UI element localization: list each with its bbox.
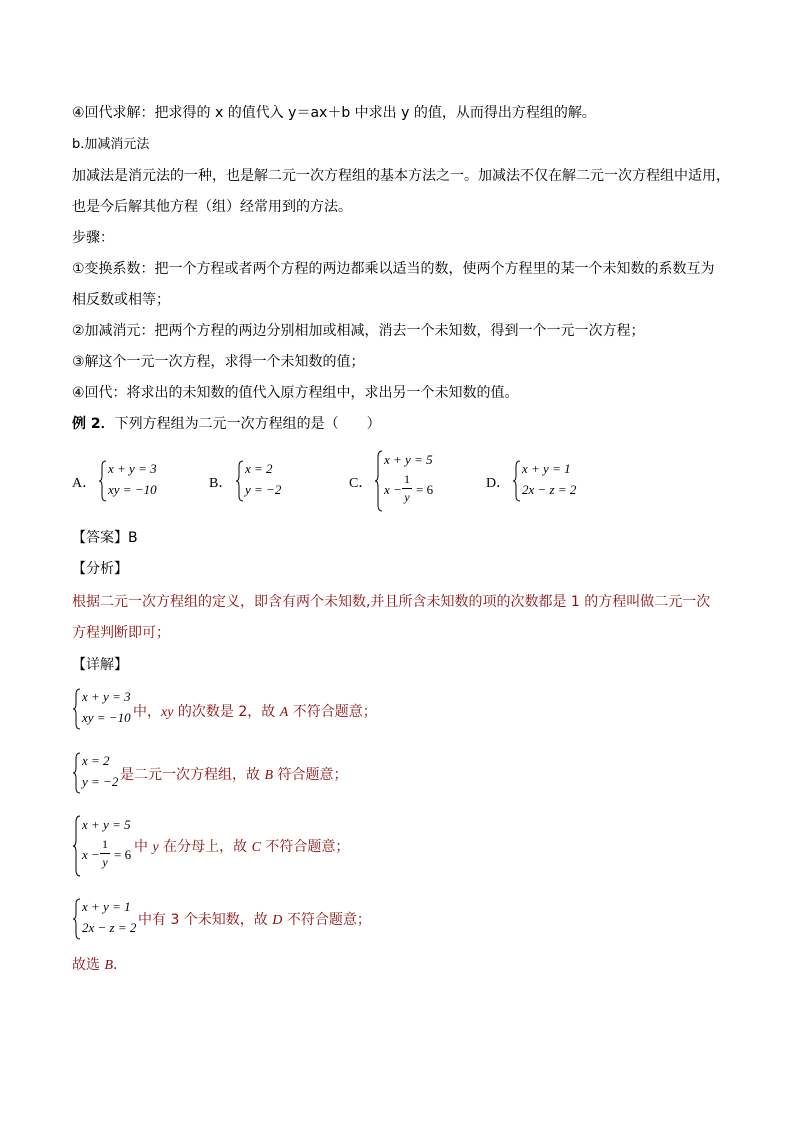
brace-icon — [235, 460, 245, 502]
example-text: 下列方程组为二元一次方程组的是（ ） — [114, 416, 381, 432]
intro-line-1: 加减法是消元法的一种，也是解二元一次方程组的基本方法之一。加减法不仅在解二元一次方程组中适用， — [72, 168, 730, 184]
detail-a-text: 中，xy 的次数是 2，故 A 不符合题意； — [133, 704, 377, 720]
detail-b-eq2: y = −2 — [82, 774, 119, 789]
brace-icon — [512, 460, 522, 502]
fraction-denominator: y — [102, 855, 108, 869]
conclusion: 故选 B. — [72, 957, 118, 973]
brace-icon — [98, 460, 108, 502]
step4: ④回代：将求出的未知数的值代入原方程组中，求出另一个未知数的值。 — [72, 385, 519, 401]
detail-c-eq2-left: x − — [82, 847, 100, 862]
option-c-eq1: x + y = 5 — [384, 452, 433, 467]
fraction-denominator: y — [404, 490, 410, 504]
step1-line-2: 相反数或相等； — [72, 292, 170, 308]
option-c-fraction — [401, 472, 413, 505]
option-b-eq1: x = 2 — [245, 461, 273, 476]
answer: 【答案】B — [72, 530, 138, 546]
section-b-title: b.加减消元法 — [72, 137, 150, 152]
brace-icon — [374, 450, 384, 512]
step3: ③解这个一元一次方程，求得一个未知数的值； — [72, 354, 365, 370]
brace-icon — [72, 688, 82, 730]
detail-d-eq2: 2x − z = 2 — [82, 920, 137, 935]
detail-a-eq2: xy = −10 — [82, 710, 131, 725]
detail-c-text: 中 y 在分母上，故 C 不符合题意； — [134, 839, 350, 855]
detail-b-eq1: x = 2 — [82, 753, 110, 768]
option-a-eq2: xy = −10 — [108, 482, 157, 497]
detail-d-eq1: x + y = 1 — [82, 899, 131, 914]
detail-c-fraction — [99, 837, 111, 870]
option-a-eq1: x + y = 3 — [108, 461, 157, 476]
option-a-label: A． — [72, 476, 97, 491]
option-b-label: B． — [209, 476, 233, 491]
fraction-numerator: 1 — [404, 472, 410, 486]
option-d-label: D． — [486, 476, 511, 491]
option-b-eq2: y = −2 — [245, 482, 282, 497]
option-d-eq1: x + y = 1 — [522, 461, 571, 476]
analysis-line-2: 方程判断即可； — [72, 625, 170, 641]
detail-title: 【详解】 — [72, 657, 128, 673]
brace-icon — [72, 752, 82, 794]
step4-substitute: ④回代求解：把求得的 x 的值代入 y＝ax＋b 中求出 y 的值，从而得出方程组的解。 — [72, 105, 596, 121]
example-question — [72, 414, 381, 434]
step2: ②加减消元：把两个方程的两边分别相加或相减，消去一个未知数，得到一个一元一次方程； — [72, 323, 645, 339]
fraction-numerator: 1 — [102, 837, 108, 851]
brace-icon — [72, 815, 82, 877]
option-c-eq2-right: = 6 — [416, 482, 434, 497]
detail-a-eq1: x + y = 3 — [82, 689, 131, 704]
brace-icon — [72, 898, 82, 940]
example-label: 例 2． — [72, 416, 115, 432]
step1-line-1: ①变换系数：把一个方程或者两个方程的两边都乘以适当的数，使两个方程里的某一个未知数的系数互为 — [72, 261, 715, 277]
intro-line-2: 也是今后解其他方程（组）经常用到的方法。 — [72, 199, 352, 215]
option-c-eq2-left: x − — [384, 482, 402, 497]
detail-b-text: 是二元一次方程组，故 B 符合题意； — [120, 767, 348, 783]
detail-d-text: 中有 3 个未知数，故 D 不符合题意； — [138, 912, 371, 928]
option-d-eq2: 2x − z = 2 — [522, 482, 577, 497]
analysis-title: 【分析】 — [72, 561, 128, 577]
steps-label: 步骤： — [72, 230, 114, 246]
analysis-line-1: 根据二元一次方程组的定义，即含有两个未知数,并且所含未知数的项的次数都是 1 的方程叫做二元一次 — [72, 594, 711, 610]
option-c-label: C． — [349, 476, 373, 491]
detail-c-eq1: x + y = 5 — [82, 817, 131, 832]
detail-c-eq2-right: = 6 — [114, 847, 132, 862]
